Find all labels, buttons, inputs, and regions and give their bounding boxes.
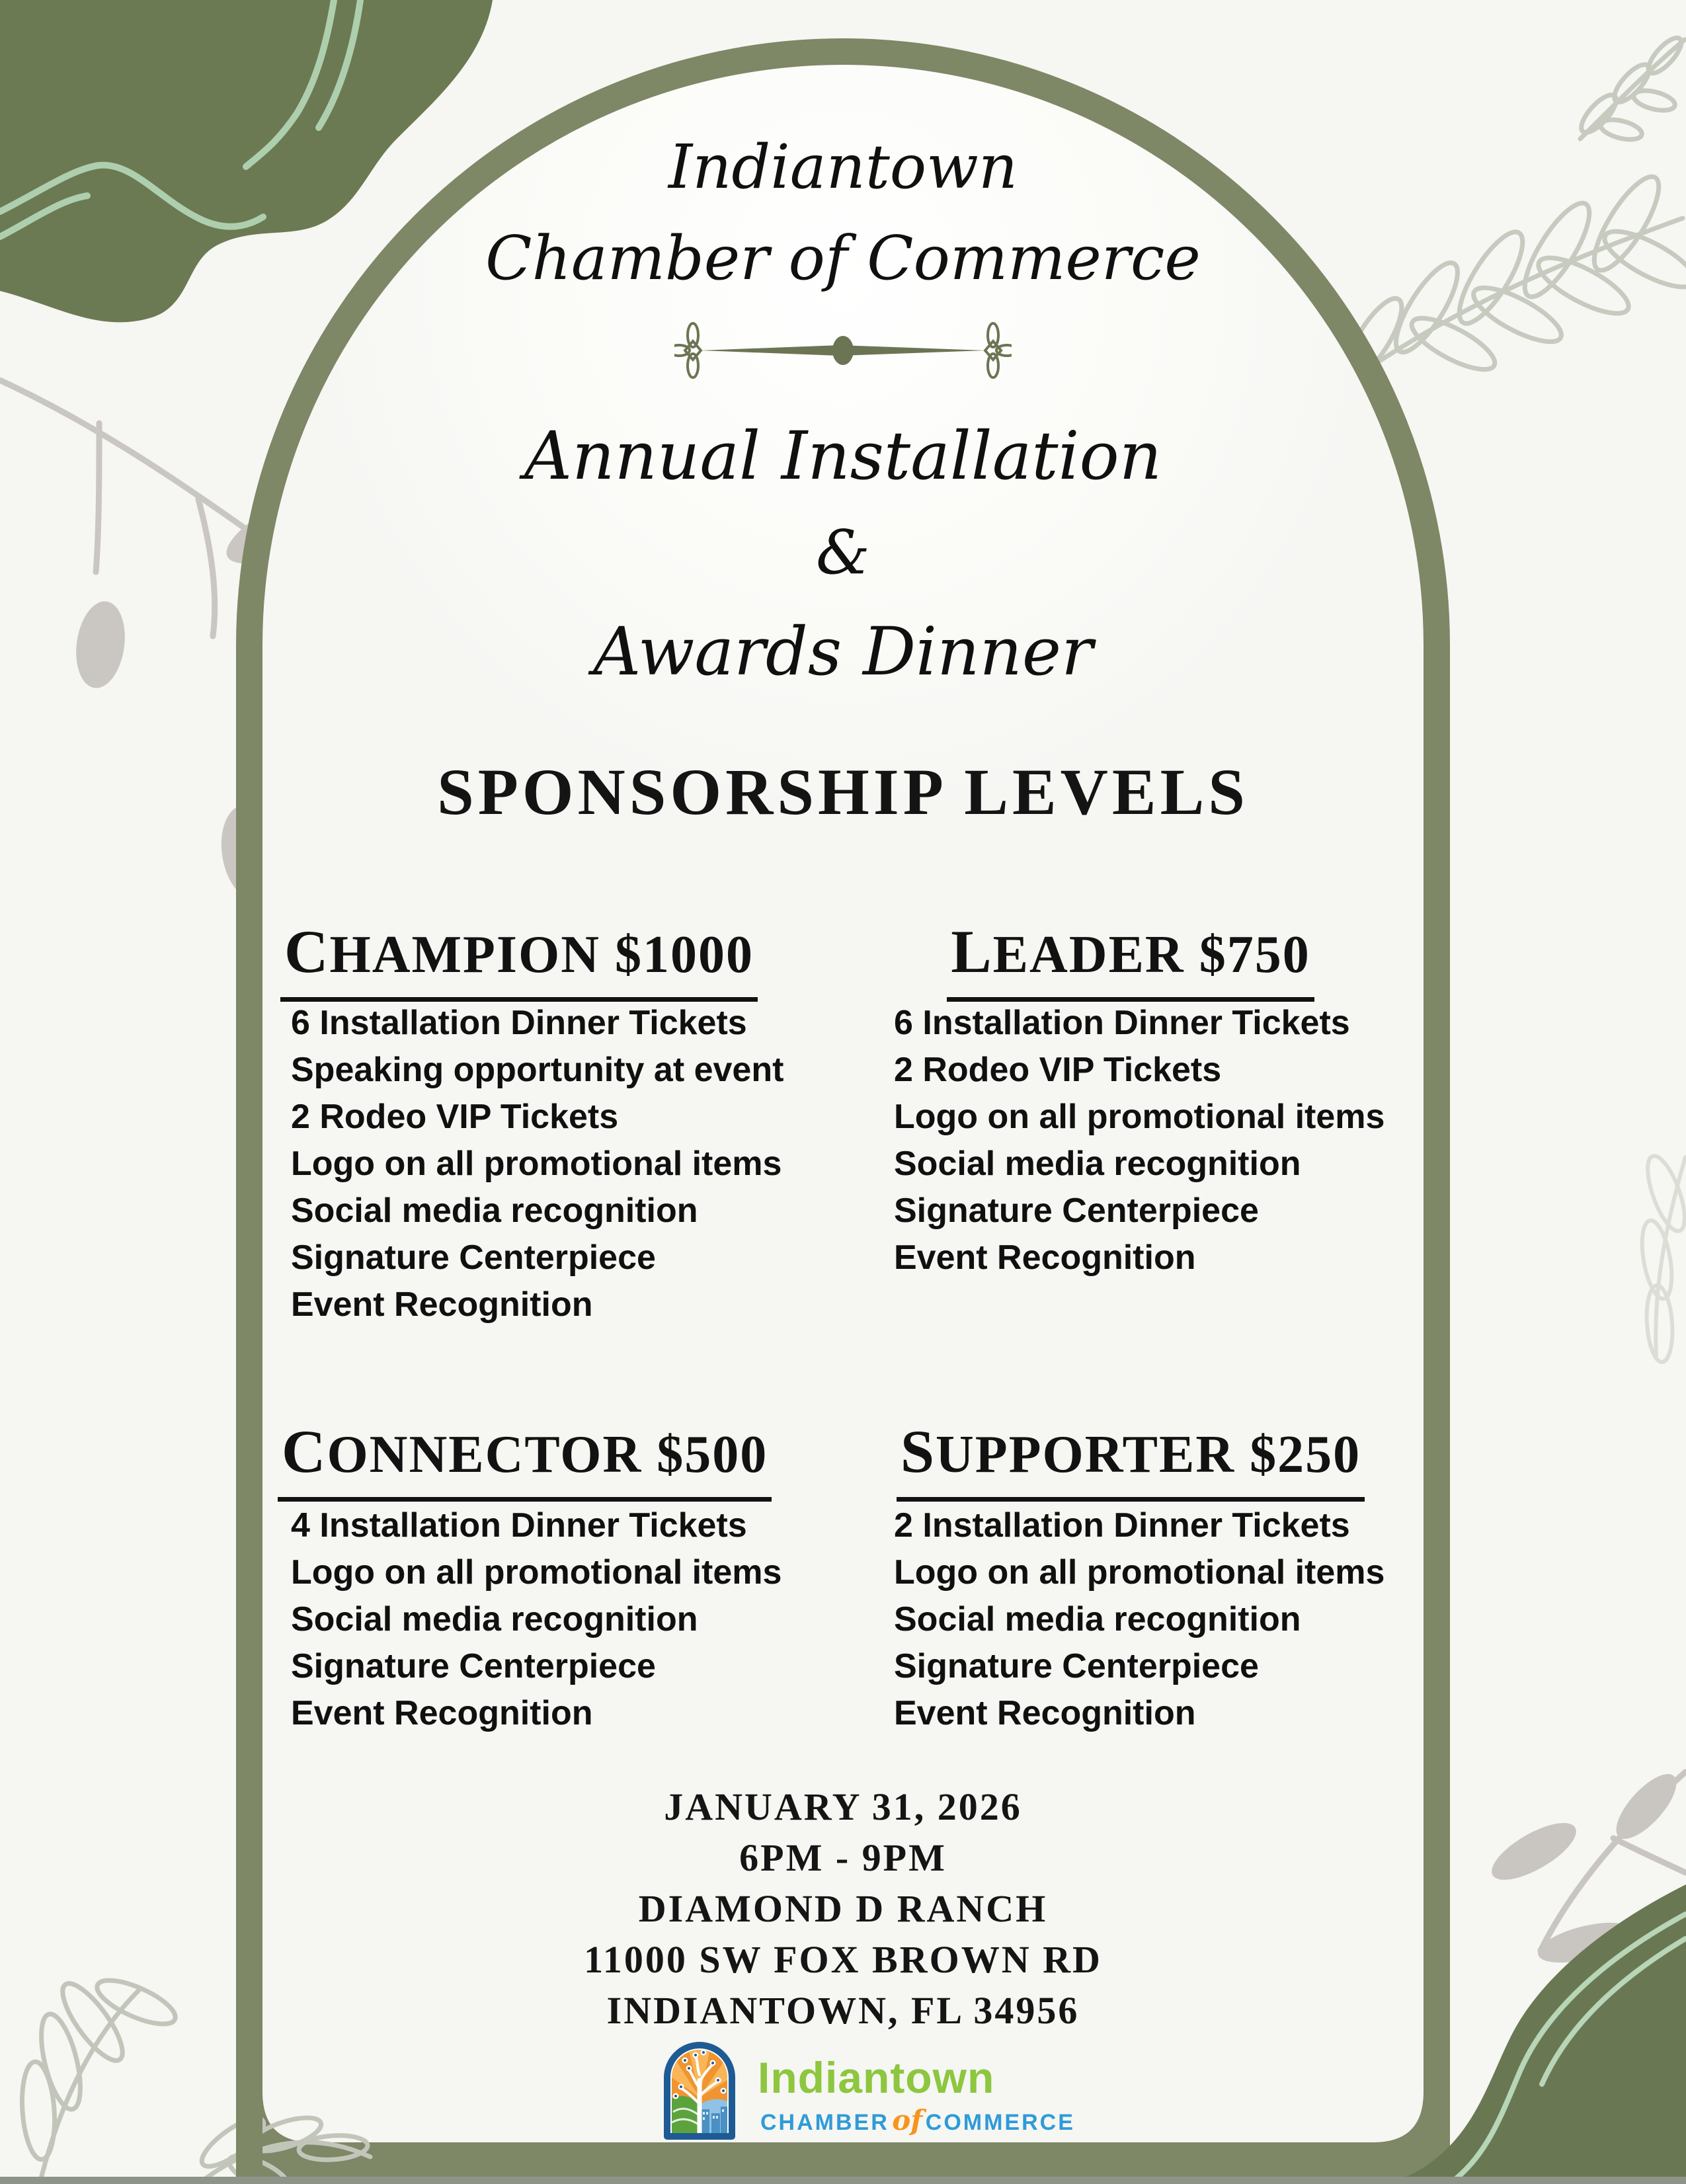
top-right-fern-decoration (1336, 33, 1686, 386)
tier-benefit: 6 Installation Dinner Tickets (291, 1004, 747, 1042)
tier-benefit: Logo on all promotional items (894, 1553, 1385, 1592)
tier-benefit: 4 Installation Dinner Tickets (291, 1506, 747, 1545)
tier-benefit: Signature Centerpiece (894, 1192, 1259, 1230)
chamber-logo-subtitle (760, 2104, 1075, 2136)
tier-benefit: Social media recognition (894, 1600, 1301, 1638)
tier-champion (278, 916, 760, 1002)
tier-connector (278, 1416, 768, 1502)
tier-benefit: 2 Rodeo VIP Tickets (894, 1051, 1222, 1089)
tier-leader-name: LEADER $750 (947, 916, 1314, 1002)
event-time: 6PM - 9PM (739, 1836, 947, 1879)
tier-leader (889, 916, 1372, 1002)
event-city: INDIANTOWN, FL 34956 (606, 1989, 1080, 2032)
tier-benefit: Social media recognition (291, 1192, 698, 1230)
tier-leader-benefits (894, 1000, 1396, 1281)
tier-supporter-benefits (894, 1502, 1396, 1737)
tier-benefit: 2 Rodeo VIP Tickets (291, 1098, 619, 1136)
org-name-line1: Indiantown (668, 132, 1018, 202)
event-venue: DIAMOND D RANCH (638, 1887, 1048, 1930)
event-title-line2: Awards Dinner (593, 613, 1093, 690)
tier-benefit: Social media recognition (894, 1145, 1301, 1183)
org-name-line2: Chamber of Commerce (485, 223, 1201, 294)
tier-benefit: Event Recognition (291, 1694, 593, 1732)
event-address: 11000 SW FOX BROWN RD (584, 1938, 1102, 1981)
tier-benefit: Signature Centerpiece (291, 1238, 656, 1277)
chamber-logo-emblem (662, 2041, 737, 2141)
tier-benefit: Logo on all promotional items (291, 1145, 782, 1183)
tier-champion-benefits (291, 1000, 793, 1328)
tier-connector-benefits (291, 1502, 793, 1737)
event-title-ampersand: & (816, 517, 870, 588)
divider-ornament (674, 311, 1012, 390)
event-details (236, 1781, 1450, 2036)
chamber-logo-name: Indiantown (758, 2053, 995, 2102)
tier-benefit: 6 Installation Dinner Tickets (894, 1004, 1350, 1042)
event-date: JANUARY 31, 2026 (664, 1785, 1022, 1828)
tier-supporter-name: SUPPORTER $250 (897, 1416, 1365, 1502)
tier-connector-name: CONNECTOR $500 (278, 1416, 772, 1502)
chamber-logo-of: of (892, 2104, 923, 2136)
tier-benefit: 2 Installation Dinner Tickets (894, 1506, 1350, 1545)
tier-benefit: Event Recognition (291, 1285, 593, 1324)
chamber-logo-commerce: COMMERCE (925, 2110, 1075, 2135)
chamber-logo-chamber: CHAMBER (760, 2110, 889, 2135)
sponsorship-levels-heading: SPONSORSHIP LEVELS (437, 755, 1249, 829)
tier-benefit: Event Recognition (894, 1238, 1196, 1277)
event-title-line1: Annual Installation (524, 417, 1162, 495)
tier-supporter (889, 1416, 1372, 1502)
tier-benefit: Social media recognition (291, 1600, 698, 1638)
footer-strip (0, 2177, 1686, 2184)
right-leaf-decoration (1637, 1152, 1686, 1363)
tier-benefit: Signature Centerpiece (291, 1647, 656, 1685)
tier-benefit: Event Recognition (894, 1694, 1196, 1732)
tier-champion-name: CHAMPION $1000 (280, 916, 758, 1002)
tier-benefit: Logo on all promotional items (291, 1553, 782, 1592)
tier-benefit: Signature Centerpiece (894, 1647, 1259, 1685)
tier-benefit: Logo on all promotional items (894, 1098, 1385, 1136)
tier-benefit: Speaking opportunity at event (291, 1051, 784, 1089)
